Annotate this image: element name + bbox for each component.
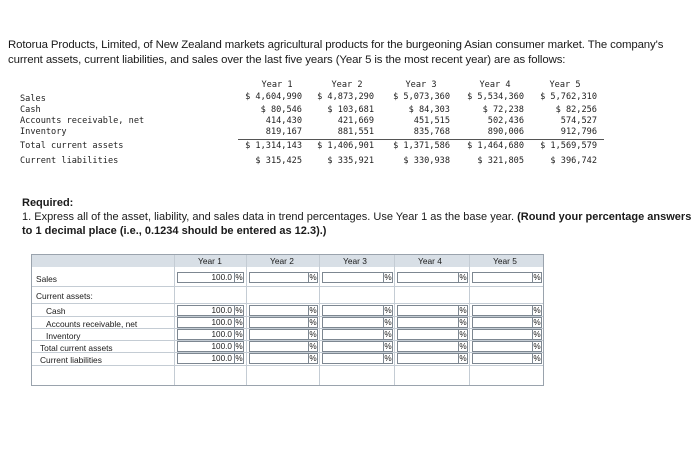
sales-year4-input[interactable]: [397, 272, 459, 283]
grid-row-label-accounts-receivable: Accounts receivable, net: [46, 319, 138, 329]
data-cell: 819,167: [265, 127, 302, 137]
percent-sign: %: [384, 318, 392, 327]
data-cell: 574,527: [560, 116, 597, 126]
percent-sign: %: [533, 354, 541, 363]
col-header-year4: Year 4: [418, 256, 442, 266]
row-label-current-liabilities: Current liabilities: [20, 156, 119, 166]
instruction-text: 1. Express all of the asset, liability, and sales data in trend percentages. Use Year 1 as the base year.: [22, 211, 515, 223]
receivable-year2-input[interactable]: [249, 317, 309, 328]
cash-year5-input[interactable]: [472, 305, 533, 316]
percent-sign: %: [533, 318, 541, 327]
col-header-year3: Year 3: [343, 256, 367, 266]
year-header: Year 1: [261, 80, 293, 90]
grid-row-label-sales: Sales: [36, 274, 57, 284]
liabilities-year2-input[interactable]: [249, 353, 309, 364]
data-cell: $ 4,604,990: [245, 92, 302, 102]
liabilities-year3-input[interactable]: [322, 353, 384, 364]
grid-row-label-cash: Cash: [46, 306, 66, 316]
liabilities-year1-input[interactable]: 100.0: [177, 353, 235, 364]
data-cell: $ 1,464,680: [467, 141, 524, 151]
data-cell: 890,006: [487, 127, 524, 137]
row-label-total-current-assets: Total current assets: [20, 141, 124, 151]
percent-sign: %: [459, 330, 467, 339]
data-cell: $ 103,681: [327, 105, 374, 115]
percent-sign: %: [309, 273, 317, 282]
cash-year4-input[interactable]: [397, 305, 459, 316]
grid-row-divider: [32, 365, 543, 366]
trend-percentage-grid: [31, 254, 544, 386]
required-instruction: [22, 210, 692, 238]
percent-sign: %: [533, 330, 541, 339]
data-cell: $ 335,921: [327, 156, 374, 166]
year-header: Year 5: [549, 80, 581, 90]
data-cell: $ 321,805: [477, 156, 524, 166]
receivable-year4-input[interactable]: [397, 317, 459, 328]
total-assets-year5-input[interactable]: [472, 341, 533, 352]
required-section: [22, 196, 692, 238]
grid-row-divider: [32, 303, 543, 304]
data-cell: $ 5,762,310: [540, 92, 597, 102]
col-header-year5: Year 5: [493, 256, 517, 266]
data-cell: 451,515: [413, 116, 450, 126]
total-assets-year2-input[interactable]: [249, 341, 309, 352]
data-cell: $ 1,569,579: [540, 141, 597, 151]
inventory-year4-input[interactable]: [397, 329, 459, 340]
percent-sign: %: [309, 306, 317, 315]
row-label-sales: Sales: [20, 94, 46, 104]
percent-sign: %: [384, 330, 392, 339]
grid-row-label-inventory: Inventory: [46, 331, 81, 341]
grid-header-row: [32, 255, 543, 267]
percent-sign: %: [384, 273, 392, 282]
total-assets-year4-input[interactable]: [397, 341, 459, 352]
percent-sign: %: [235, 318, 243, 327]
percent-sign: %: [235, 354, 243, 363]
data-cell: 881,551: [337, 127, 374, 137]
percent-sign: %: [459, 354, 467, 363]
underline: [238, 139, 604, 140]
data-cell: $ 80,546: [260, 105, 302, 115]
total-assets-year1-input[interactable]: 100.0: [177, 341, 235, 352]
sales-year1-input[interactable]: 100.0: [177, 272, 235, 283]
row-label-cash: Cash: [20, 105, 41, 115]
liabilities-year5-input[interactable]: [472, 353, 533, 364]
percent-sign: %: [384, 354, 392, 363]
data-cell: $ 396,742: [550, 156, 597, 166]
percent-sign: %: [384, 342, 392, 351]
col-header-year1: Year 1: [198, 256, 222, 266]
percent-sign: %: [459, 306, 467, 315]
inventory-year3-input[interactable]: [322, 329, 384, 340]
inventory-year5-input[interactable]: [472, 329, 533, 340]
cash-year2-input[interactable]: [249, 305, 309, 316]
percent-sign: %: [309, 342, 317, 351]
col-header-year2: Year 2: [270, 256, 294, 266]
liabilities-year4-input[interactable]: [397, 353, 459, 364]
grid-row-divider: [32, 286, 543, 287]
percent-sign: %: [459, 318, 467, 327]
data-cell: $ 315,425: [255, 156, 302, 166]
grid-row-label-current-liabilities: Current liabilities: [40, 355, 102, 365]
data-cell: $ 1,314,143: [245, 141, 302, 151]
data-cell: $ 330,938: [403, 156, 450, 166]
percent-sign: %: [309, 354, 317, 363]
data-cell: $ 5,073,360: [393, 92, 450, 102]
percent-sign: %: [309, 318, 317, 327]
receivable-year3-input[interactable]: [322, 317, 384, 328]
row-label-inventory: Inventory: [20, 127, 67, 137]
data-cell: 414,430: [265, 116, 302, 126]
data-cell: 421,669: [337, 116, 374, 126]
data-cell: $ 4,873,290: [317, 92, 374, 102]
data-cell: $ 82,256: [555, 105, 597, 115]
problem-intro: Rotorua Products, Limited, of New Zealand markets agricultural products for the burgeoning Asian consumer market. The company's current assets, current liabilities, and sales over the last five years (Year 5 is the most recent year) are as follows:: [8, 39, 664, 66]
percent-sign: %: [459, 342, 467, 351]
data-cell: $ 1,406,901: [317, 141, 374, 151]
sales-year2-input[interactable]: [249, 272, 309, 283]
cash-year3-input[interactable]: [322, 305, 384, 316]
sales-year3-input[interactable]: [322, 272, 384, 283]
percent-sign: %: [384, 306, 392, 315]
inventory-year2-input[interactable]: [249, 329, 309, 340]
row-label-accounts-receivable: Accounts receivable, net: [20, 116, 145, 126]
year-header: Year 2: [331, 80, 363, 90]
rounding-instruction: (Round your percentage answers to 1 decimal place (i.e., 0.1234 should be entered as 12.3).): [22, 211, 692, 237]
percent-sign: %: [235, 342, 243, 351]
percent-sign: %: [309, 330, 317, 339]
percent-sign: %: [533, 342, 541, 351]
cash-year1-input[interactable]: 100.0: [177, 305, 235, 316]
data-cell: $ 84,303: [408, 105, 450, 115]
data-cell: 912,796: [560, 127, 597, 137]
percent-sign: %: [235, 273, 243, 282]
grid-row-label-total-current-assets: Total current assets: [40, 343, 113, 353]
data-cell: $ 72,238: [482, 105, 524, 115]
year-header: Year 4: [479, 80, 511, 90]
receivable-year1-input[interactable]: 100.0: [177, 317, 235, 328]
percent-sign: %: [235, 330, 243, 339]
grid-section-current-assets: Current assets:: [36, 291, 93, 301]
receivable-year5-input[interactable]: [472, 317, 533, 328]
percent-sign: %: [235, 306, 243, 315]
percent-sign: %: [533, 273, 541, 282]
percent-sign: %: [459, 273, 467, 282]
data-cell: $ 1,371,586: [393, 141, 450, 151]
data-cell: 835,768: [413, 127, 450, 137]
sales-year5-input[interactable]: [472, 272, 533, 283]
required-heading: Required:: [22, 197, 74, 209]
year-header: Year 3: [405, 80, 437, 90]
data-cell: $ 5,534,360: [467, 92, 524, 102]
data-cell: 502,436: [487, 116, 524, 126]
inventory-year1-input[interactable]: 100.0: [177, 329, 235, 340]
total-assets-year3-input[interactable]: [322, 341, 384, 352]
percent-sign: %: [533, 306, 541, 315]
